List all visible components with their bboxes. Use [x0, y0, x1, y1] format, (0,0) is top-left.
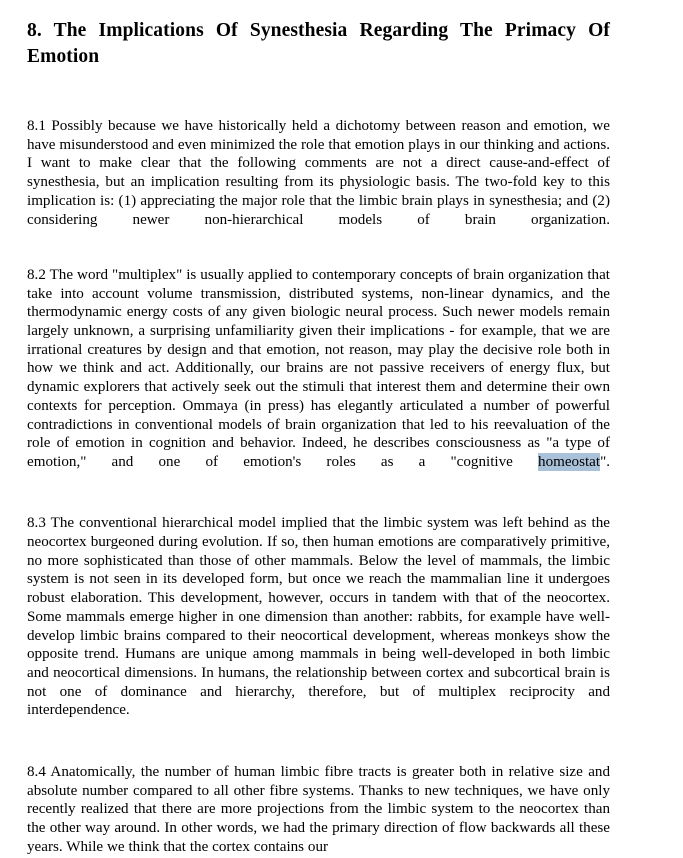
paragraph-8-2 — [27, 266, 610, 490]
document-body — [27, 18, 610, 856]
paragraph-8-2-text-before-highlight: 8.2 The word "multiplex" is usually applied to contemporary concepts of brain organization that take into account volume transmission, distributed systems, non-linear dynamics, and the thermodynamic energy costs of any given biologic neural process. Such newer models remain largely unknown, a surprising unfamiliarity given their implications - for example, that we are irrational creatures by design and that emotion, not reason, may play the decisive role both in how we think and act. Additionally, our brains are not passive receivers of energy flux, but dynamic explorers that actively seek out the stimuli that interest them and determine their own contexts for perception. Ommaya (in press) has elegantly articulated a number of powerful contradictions in conventional models of brain organization that led to his reevaluation of the role of emotion in cognition and behavior. Indeed, he describes consciousness as "a type of emotion," and one of emotion's roles as a "cognitive — [27, 266, 610, 470]
paragraph-8-3: 8.3 The conventional hierarchical model implied that the limbic system was left behind as the neocortex burgeoned during evolution. If so, then human emotions are comparatively primitive, no more sophisticated than those of other mammals. Below the level of mammals, the limbic system is not seen in its developed form, but once we reach the mammalian line it undergoes robust elaboration. This development, however, occurs in tandem with that of the neocortex. Some mammals emerge higher in one dimension than another: rabbits, for example have well-develop limbic brains compared to their neocortical development, whereas monkeys show the opposite trend. Humans are unique among mammals in being well-developed in both limbic and neocortical dimensions. In humans, the relationship between cortex and subcortical brain is not one of dominance and hierarchy, therefore, but of multiplex reciprocity and interdependence. — [27, 515, 610, 719]
paragraph-8-1: 8.1 Possibly because we have historically held a dichotomy between reason and emotion, we have misunderstood and even minimized the role that emotion plays in our thinking and actions. I want to make clear that the following comments are not a direct cause-and-effect of synesthesia, but an implication resulting from its physiologic basis. The two-fold key to this implication is: (1) appreciating the major role that the limbic brain plays in synesthesia; and (2) considering newer non-hierarchical models of brain organization. — [27, 118, 610, 228]
section-heading: 8. The Implications Of Synesthesia Regarding The Primacy Of Emotion — [27, 20, 610, 67]
paragraph-8-4: 8.4 Anatomically, the number of human limbic fibre tracts is greater both in relative size and absolute number compared to all other fibre systems. Thanks to new techniques, we have only recently realized that there are more projections from the limbic system to the neocortex than the other way around. In other words, we had the primary direction of flow backwards all these years. While we think that the cortex contains our — [27, 763, 610, 855]
highlighted-text-homeostat[interactable]: homeostat — [538, 453, 601, 470]
paragraph-8-2-text-after-highlight: ". — [600, 453, 610, 470]
